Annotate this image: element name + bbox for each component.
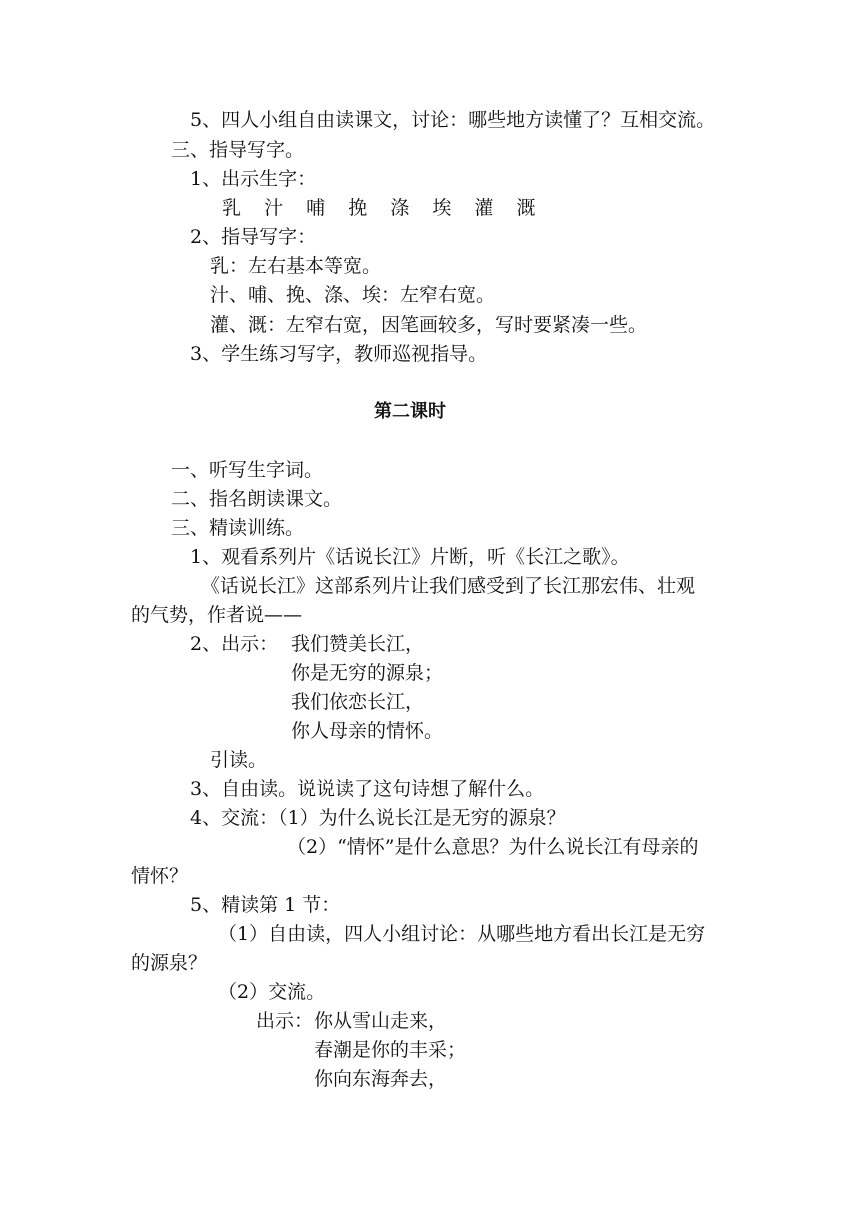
new-characters-row xyxy=(222,196,552,220)
show-label: 出示： xyxy=(256,1010,314,1032)
item-read-section-one: 5、精读第 1 节： xyxy=(190,894,341,916)
writing-guide-line: 汁、哺、挽、涤、埃：左窄右宽。 xyxy=(210,284,496,306)
paragraph-line: 《话说长江》这部系列片让我们感受到了长江那宏伟、壮观 xyxy=(201,575,696,597)
new-character: 溉 xyxy=(516,197,536,219)
step-guide-writing: 2、指导写字： xyxy=(190,226,317,248)
new-character: 哺 xyxy=(306,197,326,219)
item-watch-documentary: 1、观看系列片《话说长江》片断，听《长江之歌》。 xyxy=(190,546,630,568)
poem-line: 春潮是你的丰采； xyxy=(314,1039,467,1061)
poem-line: 你是无穷的源泉； xyxy=(291,662,444,684)
new-character: 挽 xyxy=(348,197,368,219)
step-dictation: 一、听写生字词。 xyxy=(171,459,324,481)
new-character: 汁 xyxy=(264,197,284,219)
writing-guide-line: 乳：左右基本等宽。 xyxy=(210,255,382,277)
item-5-group-discussion: 5、四人小组自由读课文，讨论：哪些地方读懂了？互相交流。 xyxy=(190,109,716,131)
lesson-two-title: 第二课时 xyxy=(374,401,446,422)
new-character: 乳 xyxy=(222,197,242,219)
lead-reading: 引读。 xyxy=(210,749,268,771)
step-intensive-reading: 三、精读训练。 xyxy=(171,517,305,539)
poem-line: 你从雪山走来， xyxy=(314,1010,448,1032)
new-character: 涤 xyxy=(390,197,410,219)
item-discussion-question: （2）“情怀”是什么意思？为什么说长江有母亲的 xyxy=(287,836,699,858)
step-show-new-characters: 1、出示生字： xyxy=(190,168,317,190)
step-read-aloud: 二、指名朗读课文。 xyxy=(171,488,343,510)
step-practice-writing: 3、学生练习写字，教师巡视指导。 xyxy=(190,343,488,365)
new-character: 埃 xyxy=(432,197,452,219)
item-free-reading: 3、自由读。说说读了这句诗想了解什么。 xyxy=(190,778,545,800)
poem-line: 我们依恋长江， xyxy=(291,691,425,713)
sub-item-free-read: 的源泉？ xyxy=(131,952,208,974)
poem-line: 你向东海奔去， xyxy=(314,1068,448,1090)
paragraph-line: 的气势，作者说—— xyxy=(131,604,303,626)
poem-line: 你人母亲的情怀。 xyxy=(291,720,444,742)
poem-line: 我们赞美长江， xyxy=(291,633,425,655)
item-discussion-question: 4、交流：（1）为什么说长江是无穷的源泉？ xyxy=(190,807,566,829)
sub-item-exchange: （2）交流。 xyxy=(218,981,326,1003)
item-show-label: 2、出示： xyxy=(190,633,279,655)
item-discussion-question: 情怀？ xyxy=(131,865,189,887)
writing-guide-line: 灌、溉：左窄右宽，因笔画较多，写时要紧凑一些。 xyxy=(210,314,648,336)
new-character: 灌 xyxy=(474,197,494,219)
sub-item-free-read: （1）自由读，四人小组讨论：从哪些地方看出长江是无穷 xyxy=(218,923,706,945)
section-guide-writing: 三、指导写字。 xyxy=(171,139,305,161)
